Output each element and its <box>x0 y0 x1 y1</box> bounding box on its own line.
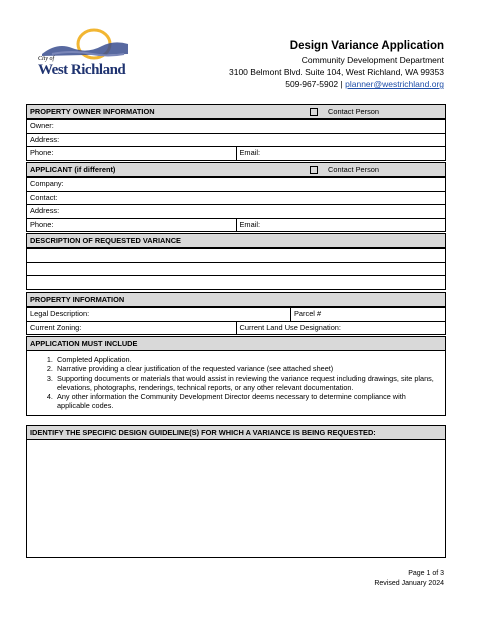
section-heading <box>27 234 445 248</box>
section-heading <box>27 105 445 119</box>
property-information-section <box>26 292 446 335</box>
address-label: Address: <box>30 134 60 144</box>
section-heading <box>27 337 445 351</box>
list-item: 4. Any other information the Community Development Director deems necessary to determine compliance with applicable codes. <box>55 392 439 411</box>
variance-line[interactable] <box>27 275 445 289</box>
separator: | <box>340 79 343 89</box>
section-heading <box>27 293 445 307</box>
variance-line[interactable] <box>27 248 445 262</box>
owner-email-field[interactable]: Email: <box>236 147 446 160</box>
company-field[interactable] <box>27 177 445 191</box>
parcel-field[interactable]: Parcel # <box>290 308 445 321</box>
page-footer <box>374 569 444 588</box>
contact-person-label: Contact Person <box>328 165 379 174</box>
zoning-row <box>27 321 445 335</box>
page-number: Page 1 of 3 <box>408 570 444 577</box>
property-owner-section <box>26 104 446 161</box>
section-heading <box>27 426 445 440</box>
contact-field[interactable] <box>27 191 445 205</box>
property-heading: PROPERTY INFORMATION <box>30 295 125 304</box>
department-name: Community Development Department <box>301 55 444 65</box>
phone-number: 509-967-5902 <box>285 79 339 89</box>
list-item: 1. Completed Application. <box>55 355 439 364</box>
address-label: Address: <box>30 206 60 215</box>
checkbox-icon[interactable] <box>310 108 318 116</box>
applicant-contact-row <box>27 218 445 232</box>
owner-label: Owner: <box>30 121 54 130</box>
checkbox-icon[interactable] <box>310 166 318 174</box>
applicant-address-field[interactable] <box>27 204 445 218</box>
guideline-heading: IDENTIFY THE SPECIFIC DESIGN GUIDELINE(S) FOR WHICH A VARIANCE IS BEING REQUESTED: <box>30 428 376 437</box>
requirements-heading: APPLICATION MUST INCLUDE <box>30 339 138 348</box>
variance-description-section <box>26 233 446 290</box>
contact-label: Contact: <box>30 192 58 202</box>
contact-person-label: Contact Person <box>328 107 379 116</box>
document-title: Design Variance Application <box>289 40 444 52</box>
city-logo <box>32 24 132 82</box>
variance-heading: DESCRIPTION OF REQUESTED VARIANCE <box>30 236 181 245</box>
current-zoning-field[interactable]: Current Zoning: <box>30 322 82 332</box>
section-heading <box>27 163 445 177</box>
applicant-phone-field[interactable]: Phone: <box>30 219 54 229</box>
land-use-field[interactable]: Current Land Use Designation: <box>236 322 446 335</box>
list-item: 2. Narrative providing a clear justification of the requested variance (see attached sheet) <box>55 364 439 373</box>
list-item: 3. Supporting documents or materials that would assist in reviewing the variance request including drawings, site plans, elevations, photographs, renderings, technical reports, or any other relevant documentation. <box>55 374 439 393</box>
owner-contact-person[interactable] <box>310 105 445 118</box>
owner-contact-row <box>27 146 445 160</box>
property-owner-heading: PROPERTY OWNER INFORMATION <box>30 107 155 116</box>
applicant-email-field[interactable]: Email: <box>236 219 446 232</box>
owner-field[interactable] <box>27 119 445 133</box>
applicant-heading: APPLICANT (if different) <box>30 165 116 174</box>
document-header <box>229 40 444 90</box>
contact-line <box>229 78 444 90</box>
company-label: Company: <box>30 179 64 188</box>
design-guideline-section <box>26 425 446 558</box>
owner-phone-field[interactable]: Phone: <box>30 148 54 157</box>
logo-city-of: City of <box>38 56 55 62</box>
legal-parcel-row <box>27 307 445 321</box>
variance-line[interactable] <box>27 262 445 276</box>
legal-description-field[interactable]: Legal Description: <box>30 309 90 318</box>
revision-date: Revised January 2024 <box>374 579 444 587</box>
application-requirements-section <box>26 336 446 416</box>
owner-address-field[interactable] <box>27 133 445 147</box>
email-link[interactable]: planner@westrichland.org <box>345 79 444 89</box>
requirements-list <box>27 351 445 415</box>
guideline-text-area[interactable] <box>27 440 445 558</box>
department-address: 3100 Belmont Blvd. Suite 104, West Richland, WA 99353 <box>229 67 444 77</box>
applicant-contact-person[interactable] <box>310 163 445 176</box>
logo-name: West Richland <box>38 62 126 78</box>
applicant-section <box>26 162 446 232</box>
